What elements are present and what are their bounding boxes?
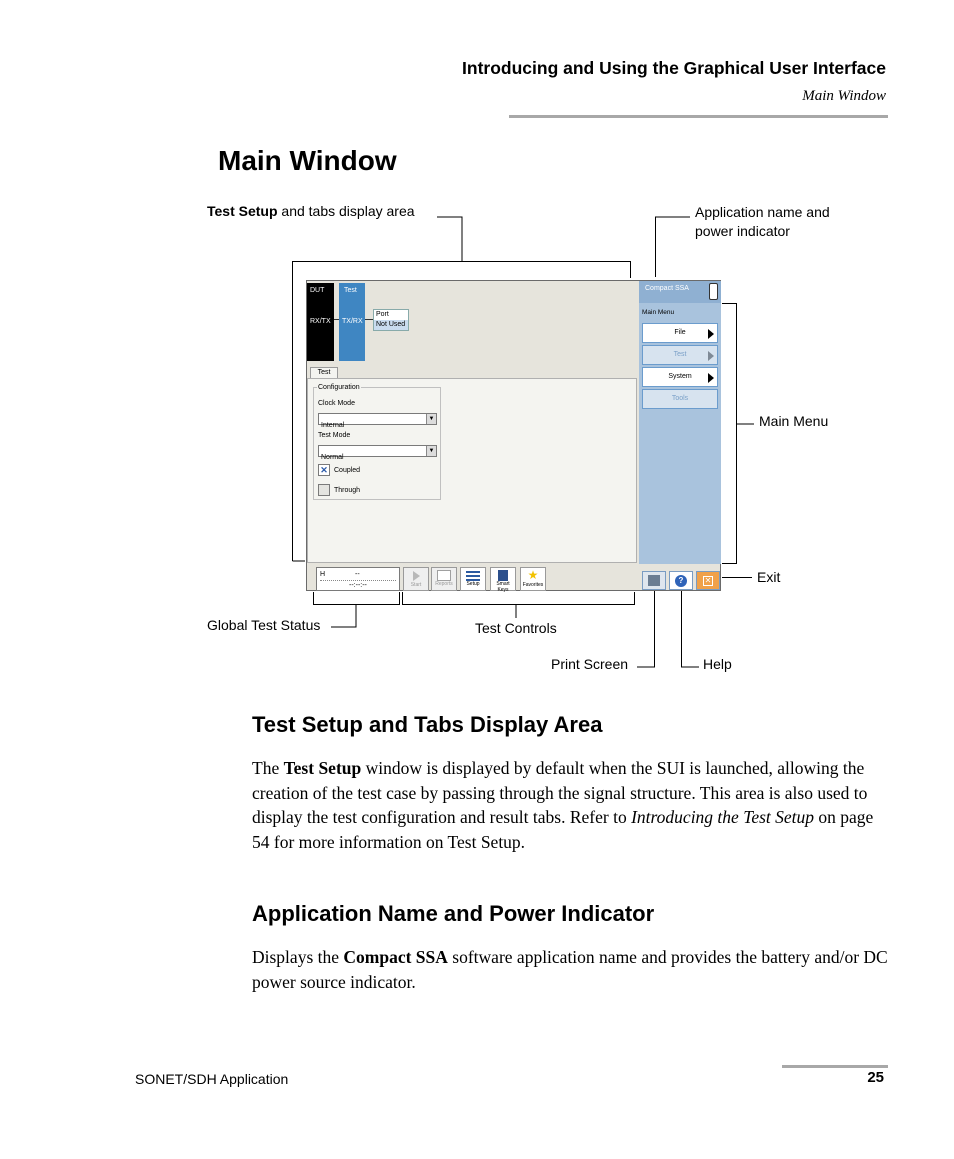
start-button[interactable] — [403, 567, 429, 591]
power-indicator-icon — [709, 283, 718, 300]
tab-test[interactable]: Test — [310, 367, 338, 379]
section-body-app-name: Displays the Compact SSA software application name and provides the battery and/or DC power source indicator. — [252, 947, 888, 992]
port-label: Port — [376, 311, 389, 318]
main-window-screenshot — [306, 280, 721, 591]
callout-help: Help — [703, 656, 732, 672]
star-icon: ★ — [527, 568, 539, 582]
dropdown-arrow-icon: ▼ — [426, 446, 436, 456]
play-icon — [413, 571, 420, 581]
running-header-subtitle: Main Window — [802, 88, 886, 104]
callout-app-name-line1: Application name and — [695, 204, 830, 220]
menu-item-system[interactable] — [642, 367, 718, 387]
callout-test-controls: Test Controls — [475, 620, 557, 636]
menu-item-tools-label: Tools — [671, 395, 689, 402]
dut-block[interactable] — [307, 283, 334, 361]
smart-keys-icon — [498, 570, 508, 581]
menu-item-tools[interactable] — [642, 389, 718, 409]
test-port-label: TX/RX — [342, 318, 363, 325]
arrow-right-icon — [708, 329, 714, 339]
reports-icon — [437, 570, 451, 581]
test-mode-value: Normal — [321, 454, 344, 461]
menu-item-file[interactable] — [642, 323, 718, 343]
smart-keys-button[interactable] — [490, 567, 516, 591]
clock-mode-select[interactable] — [318, 413, 437, 429]
coupled-checkbox[interactable]: ✕ — [318, 464, 330, 476]
menu-item-file-label: File — [674, 329, 686, 336]
through-checkbox[interactable] — [318, 484, 330, 496]
callout-global-test-status: Global Test Status — [207, 617, 321, 633]
dropdown-arrow-icon: ▼ — [426, 414, 436, 424]
status-indicator: H — [320, 571, 326, 578]
test-mode-label: Test Mode — [318, 432, 351, 439]
menu-item-system-label: System — [668, 373, 692, 380]
status-dash: -- — [355, 571, 360, 578]
reports-button[interactable] — [431, 567, 457, 591]
setup-button[interactable] — [460, 567, 486, 591]
dut-label: DUT — [310, 287, 325, 294]
test-block[interactable] — [339, 283, 365, 361]
arrow-right-icon — [708, 351, 714, 361]
callout-test-setup: Test Setup and tabs display area — [207, 203, 415, 219]
footer-rule — [782, 1065, 888, 1068]
clock-mode-value: Internal — [321, 422, 345, 429]
configuration-group — [313, 384, 441, 500]
menu-item-test-label: Test — [673, 351, 687, 358]
callout-exit: Exit — [757, 569, 781, 585]
exit-icon[interactable]: ✕ — [696, 571, 720, 590]
port-value: Not Used — [374, 320, 408, 330]
smart-keys-label: Smart Keys — [496, 581, 510, 593]
main-menu-title: Main Menu — [642, 309, 675, 316]
clock-mode-label: Clock Mode — [318, 400, 355, 407]
test-label: Test — [344, 287, 357, 294]
test-mode-select[interactable] — [318, 445, 437, 461]
page-number: 25 — [867, 1069, 884, 1086]
favorites-button[interactable] — [520, 567, 546, 591]
callout-print-screen: Print Screen — [551, 656, 629, 672]
menu-item-test[interactable] — [642, 345, 718, 365]
help-icon[interactable]: ? — [669, 571, 693, 590]
callout-main-menu: Main Menu — [759, 413, 829, 429]
port-box[interactable] — [373, 309, 409, 331]
start-label: Start — [410, 582, 422, 588]
main-menu-panel — [639, 281, 721, 564]
through-label: Through — [334, 487, 361, 494]
configuration-title: Configuration — [318, 384, 360, 391]
section-heading-test-setup: Test Setup and Tabs Display Area — [252, 712, 603, 737]
app-name-bar — [639, 281, 721, 303]
page-title: Main Window — [218, 145, 397, 176]
print-screen-icon[interactable] — [642, 571, 666, 590]
callout-app-name-line2: power indicator — [695, 223, 790, 239]
coupled-label: Coupled — [334, 467, 361, 474]
test-tab-panel — [307, 378, 637, 563]
status-timer: --:--:-- — [349, 582, 367, 589]
arrow-right-icon — [708, 373, 714, 383]
favorites-label: Favorites — [522, 582, 544, 588]
setup-icon — [466, 570, 480, 581]
signal-link-line — [334, 319, 339, 320]
global-test-status[interactable] — [316, 567, 400, 591]
footer-doc-title: SONET/SDH Application — [135, 1071, 289, 1087]
dut-port-label: RX/TX — [310, 318, 331, 325]
section-body-test-setup: The Test Setup window is displayed by default when the SUI is launched, allowing the creation of the test case by passing through the signal structure. This area is also used to display the test configuration and result tabs. Refer to Introducing the Test Setup on page 54 for more information on Test Setup. — [252, 758, 874, 852]
app-name: Compact SSA — [645, 285, 689, 292]
setup-label: Setup — [466, 581, 480, 587]
reports-label: Reports — [435, 581, 453, 587]
section-heading-app-name: Application Name and Power Indicator — [252, 901, 655, 926]
running-header-title: Introducing and Using the Graphical User Interface — [462, 58, 886, 78]
